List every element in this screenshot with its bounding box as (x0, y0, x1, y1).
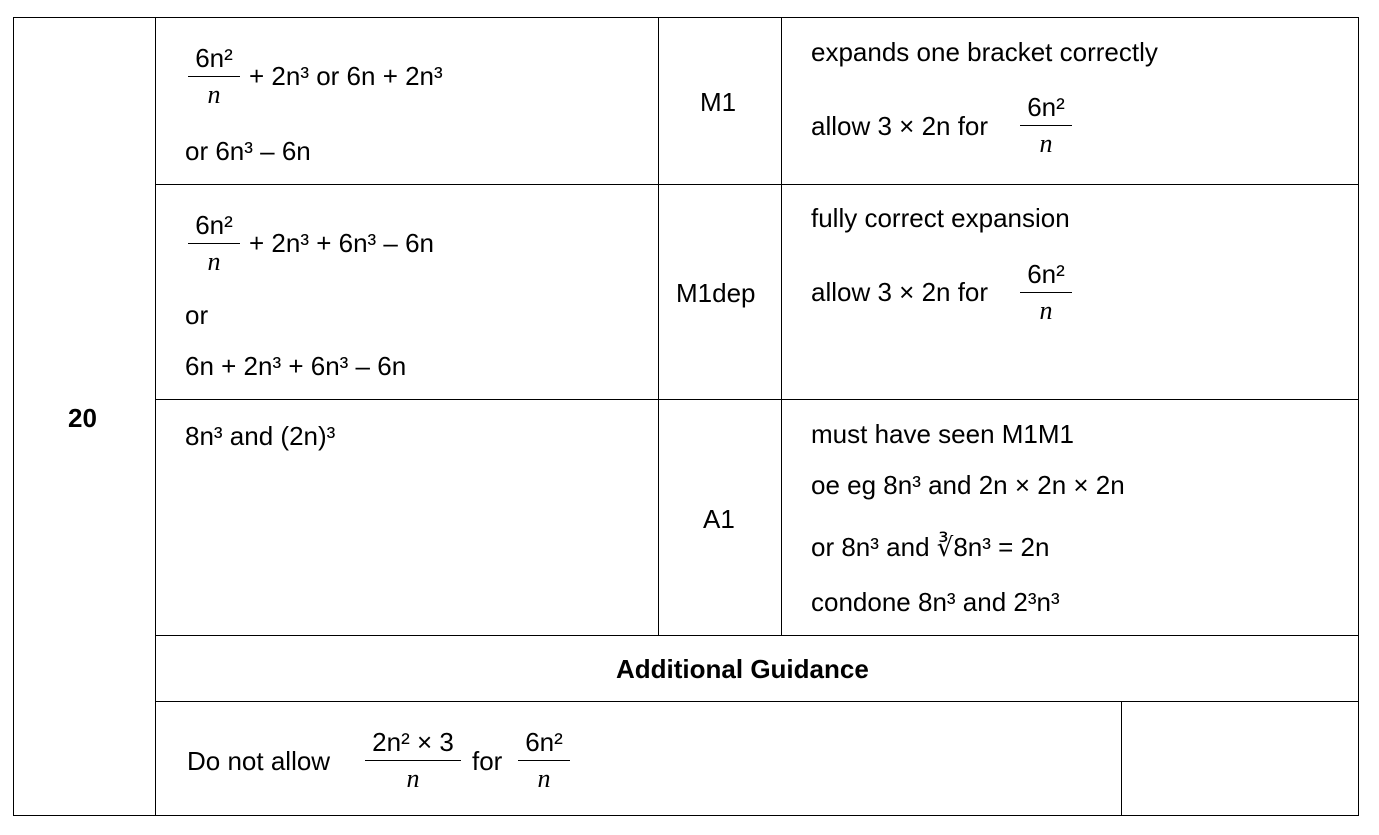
fraction-numerator: 6n² (525, 727, 563, 757)
answer-row3-line1: 8n³ and (2n)³ (185, 421, 336, 451)
additional-guidance-heading: Additional Guidance (616, 654, 869, 684)
fraction-denominator: n (207, 247, 221, 276)
row3-divider (155, 635, 1359, 636)
fraction-numerator: 6n² (195, 43, 233, 73)
mark-comments-divider (781, 17, 782, 635)
comment-fraction-6n2-over-n (1020, 256, 1072, 329)
question-column-divider (155, 17, 156, 816)
guidance-text-for: for (472, 746, 503, 776)
guidance-mark-divider (1121, 701, 1122, 816)
answer-row1-line2: or 6n³ – 6n (185, 136, 311, 166)
table-border-bottom (13, 815, 1359, 816)
comment-row3-line3: or 8n³ and ∛8n³ = 2n (811, 532, 1050, 562)
row1-divider (155, 184, 1359, 185)
fraction-denominator: n (207, 80, 221, 109)
fraction-denominator: n (537, 764, 551, 793)
comment-row2-allow: allow 3 × 2n for (811, 277, 989, 307)
comment-row3-line1: must have seen M1M1 (811, 419, 1075, 449)
comment-row1-allow: allow 3 × 2n for (811, 111, 989, 141)
question-number: 20 (68, 403, 97, 433)
guidance-heading-divider (155, 701, 1359, 702)
answer-row1-line1: + 2n³ or 6n + 2n³ (249, 61, 443, 91)
guidance-fraction-6n2-over-n (518, 724, 570, 797)
comment-row2-line1: fully correct expansion (811, 203, 1070, 233)
fraction-denominator: n (1039, 129, 1053, 158)
table-border-right (1358, 17, 1359, 816)
answer-row2-line3: 6n + 2n³ + 6n³ – 6n (185, 351, 407, 381)
fraction-denominator: n (406, 764, 420, 793)
comment-row3-line4: condone 8n³ and 2³n³ (811, 587, 1060, 617)
fraction-numerator: 2n² × 3 (372, 727, 454, 757)
table-border-top (13, 17, 1359, 18)
answer-mark-divider (658, 17, 659, 635)
fraction-numerator: 6n² (1027, 92, 1065, 122)
guidance-fraction-2n2x3-over-n (365, 724, 461, 797)
fraction-numerator: 6n² (195, 210, 233, 240)
row2-divider (155, 399, 1359, 400)
answer-row2-line1: + 2n³ + 6n³ – 6n (249, 228, 435, 258)
answer-row2-line2: or (185, 300, 209, 330)
answer-fraction-6n2-over-n (188, 40, 240, 113)
table-border-left (13, 17, 14, 816)
fraction-denominator: n (1039, 296, 1053, 325)
fraction-numerator: 6n² (1027, 259, 1065, 289)
comment-row1-line1: expands one bracket correctly (811, 37, 1158, 67)
mark-row2: M1dep (676, 278, 756, 308)
comment-row3-line2: oe eg 8n³ and 2n × 2n × 2n (811, 470, 1125, 500)
mark-row3: A1 (703, 504, 735, 534)
answer-fraction-6n2-over-n (188, 207, 240, 280)
guidance-text-prefix: Do not allow (187, 746, 331, 776)
mark-row1: M1 (700, 87, 737, 117)
comment-fraction-6n2-over-n (1020, 89, 1072, 162)
